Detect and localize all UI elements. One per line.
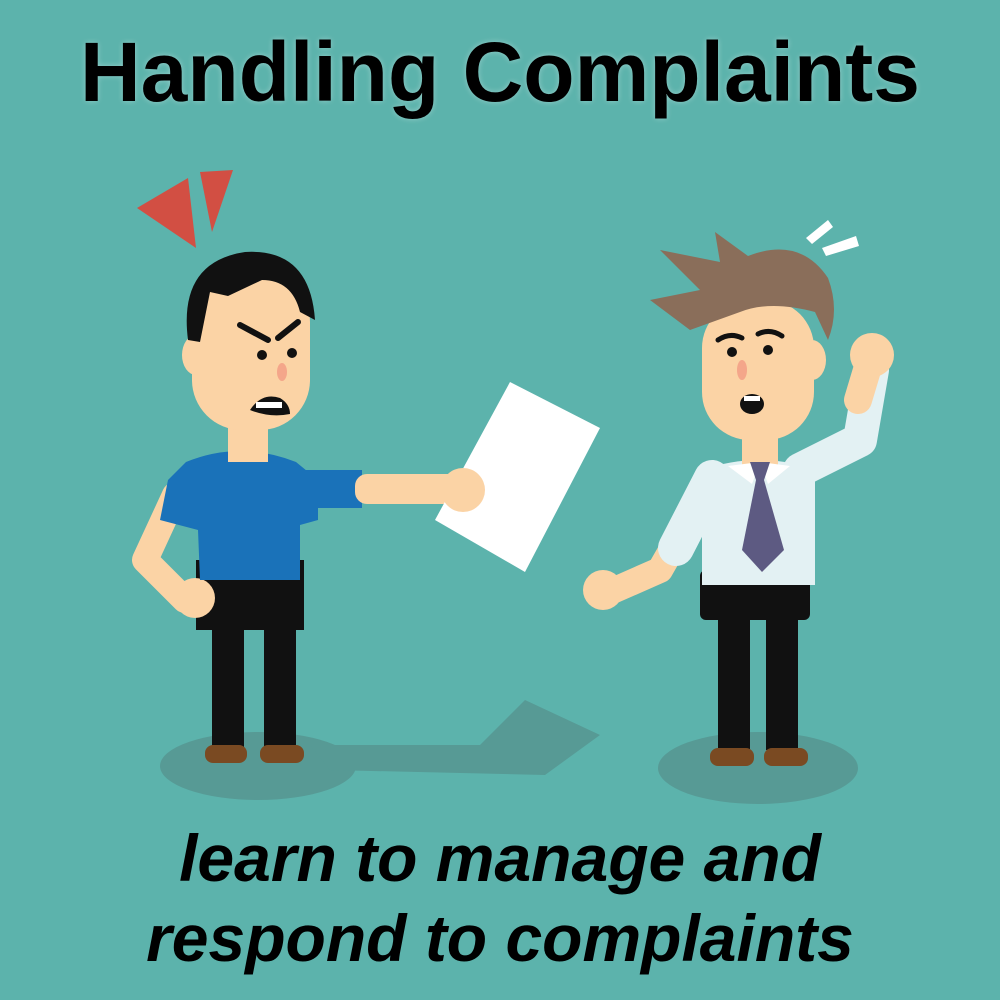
angry-marks-icon (137, 170, 233, 248)
subtitle-line-2: respond to complaints (146, 901, 854, 975)
subtitle (0, 818, 1000, 978)
angry-customer (145, 252, 600, 763)
page-title: Handling Complaints (80, 25, 920, 119)
surprised-employee (583, 232, 894, 766)
subtitle-line-1: learn to manage and (179, 821, 821, 895)
surprise-marks-icon (806, 220, 859, 256)
